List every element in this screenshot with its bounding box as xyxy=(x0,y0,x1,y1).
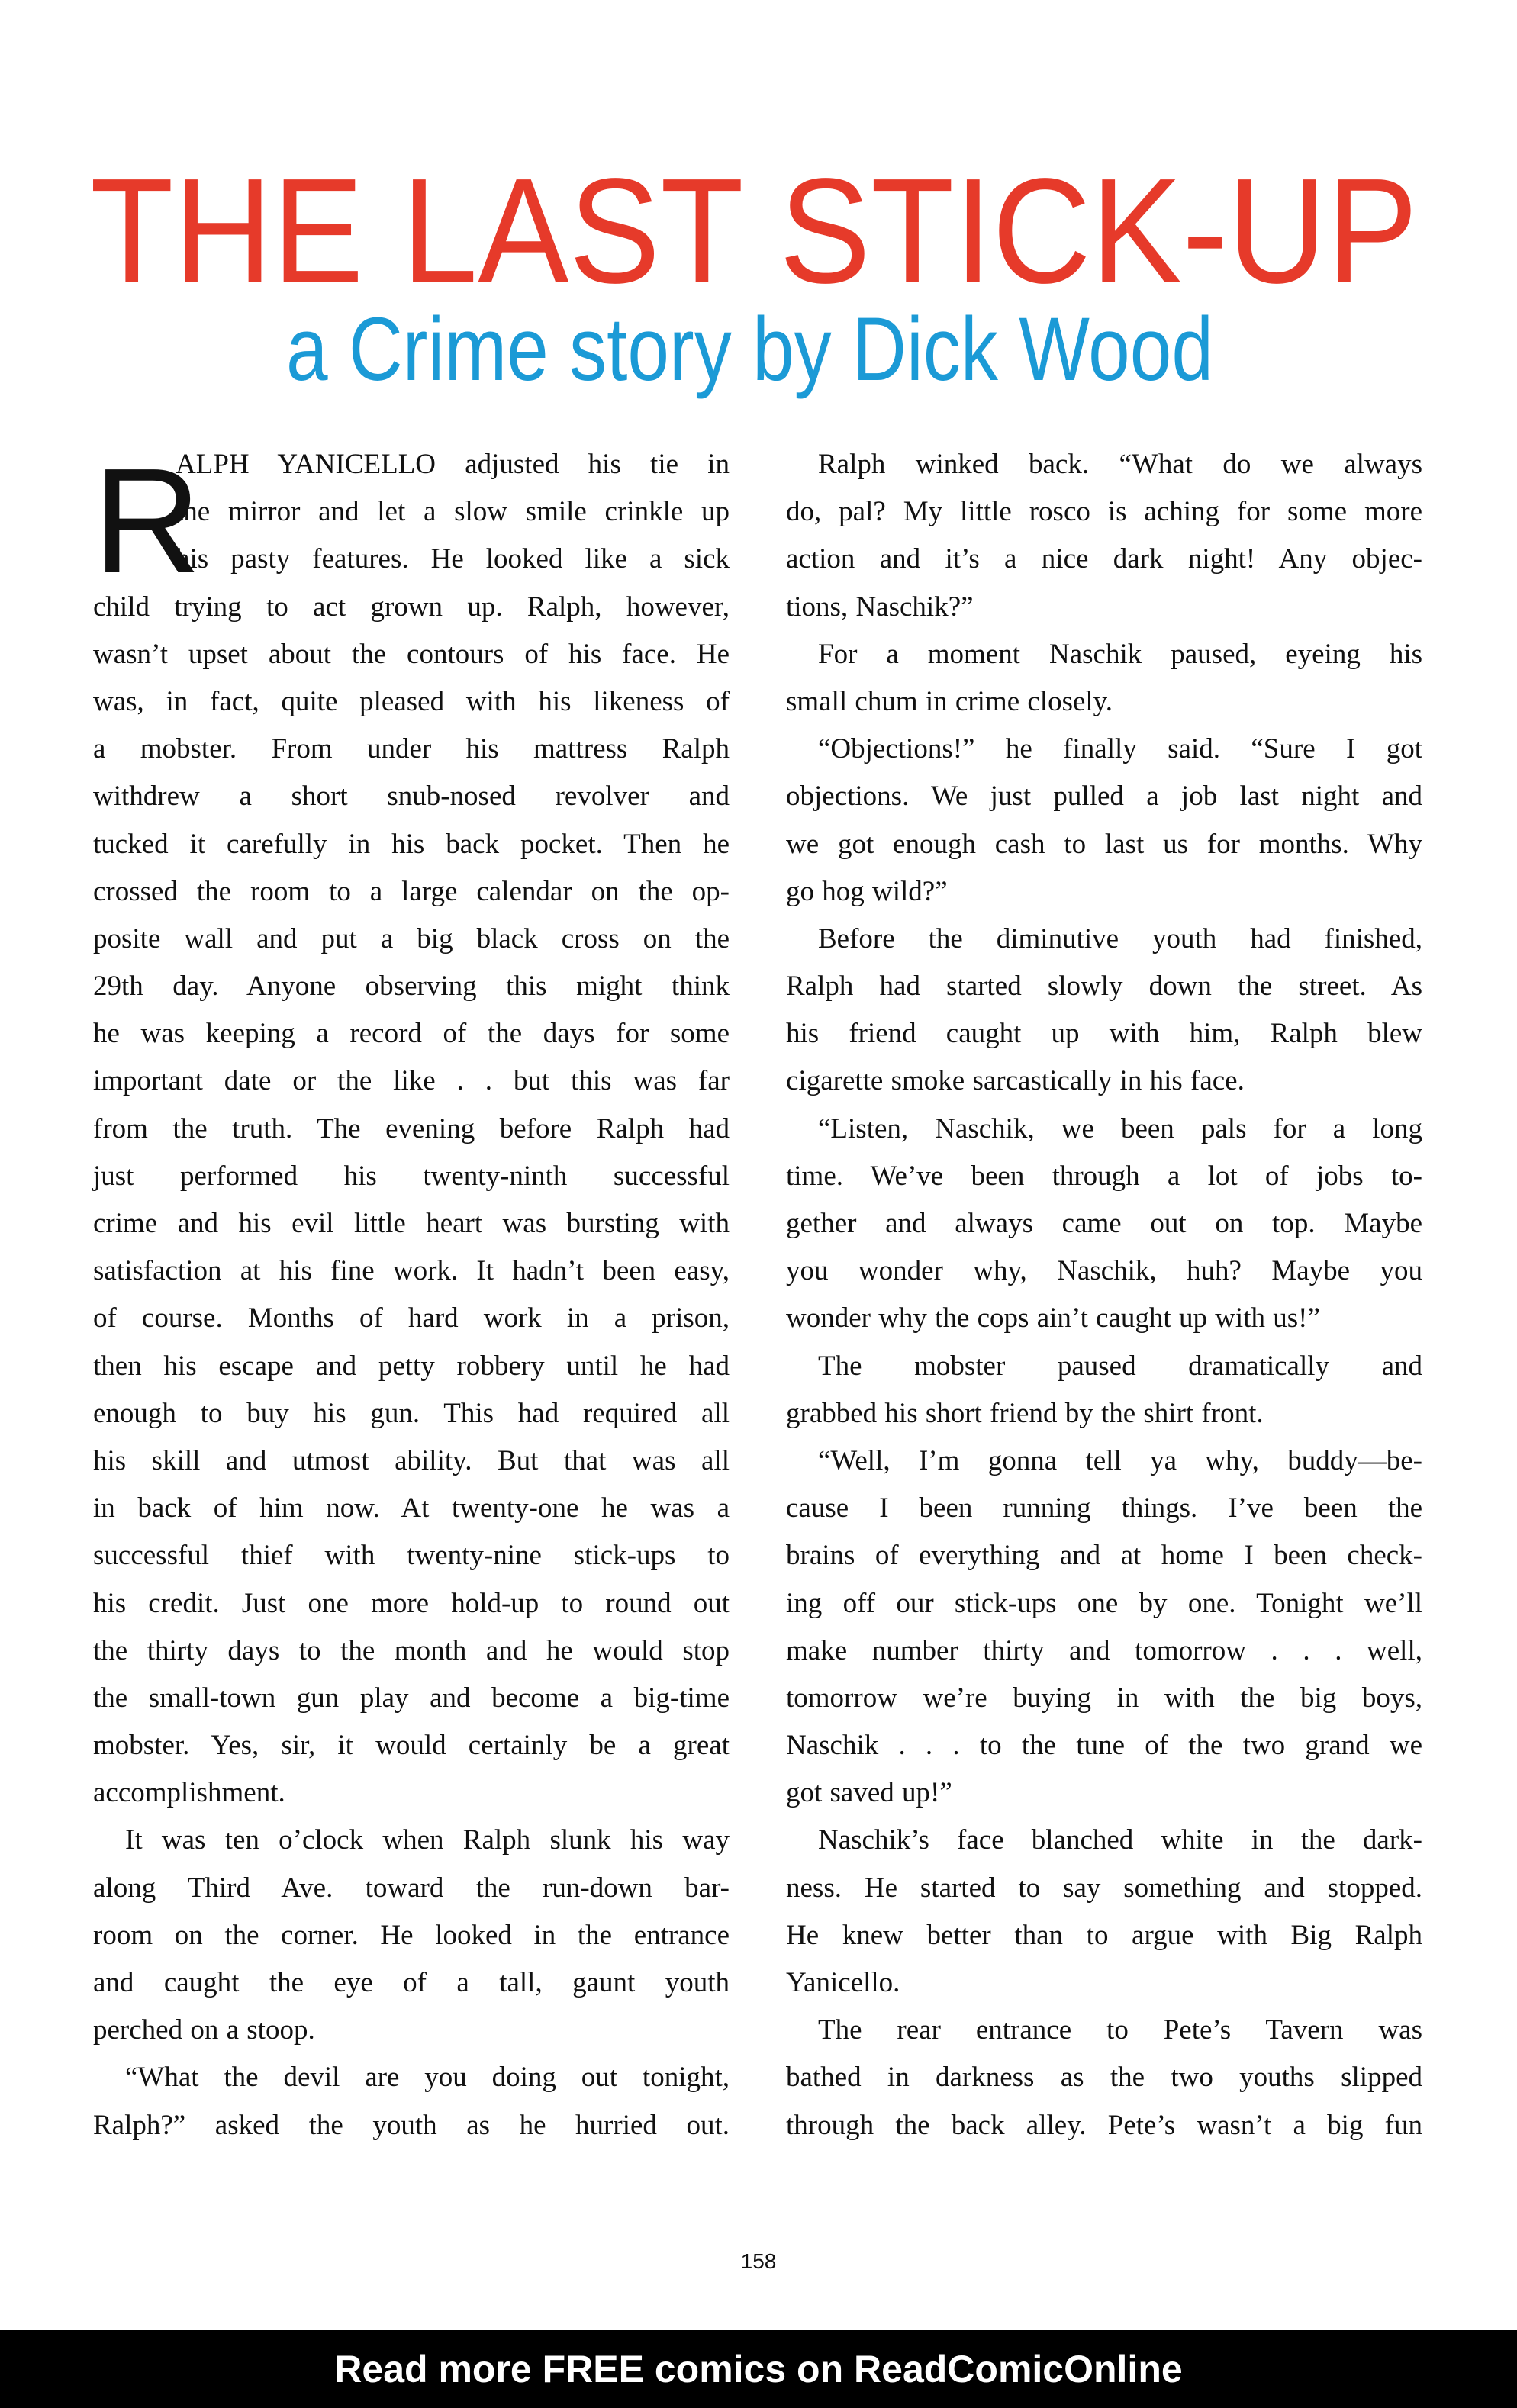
text-line: successful thief with twenty-nine stick-ups to xyxy=(93,1540,730,1572)
text-line: go hog wild?” xyxy=(786,875,948,907)
story-paragraph xyxy=(786,441,1422,631)
story-paragraph xyxy=(786,631,1422,726)
story-paragraph xyxy=(93,1817,730,2054)
story-column-right xyxy=(786,441,1422,2149)
text-line: along Third Ave. toward the run-down bar- xyxy=(93,1872,730,1904)
text-line: grabbed his short friend by the shirt front. xyxy=(786,1397,1264,1429)
text-line: of course. Months of hard work in a prison, xyxy=(93,1302,730,1334)
text-line: the small-town gun play and become a big-time xyxy=(93,1682,730,1714)
text-line: tions, Naschik?” xyxy=(786,591,974,623)
text-line: small chum in crime closely. xyxy=(786,685,1113,717)
text-line: It was ten o’clock when Ralph slunk his way xyxy=(125,1824,730,1856)
text-line: the thirty days to the month and he would stop xyxy=(93,1634,730,1666)
story-paragraph xyxy=(786,2007,1422,2149)
text-line: cigarette smoke sarcastically in his face. xyxy=(786,1065,1245,1097)
story-paragraph xyxy=(786,916,1422,1106)
text-line: accomplishment. xyxy=(93,1777,285,1809)
text-line: and caught the eye of a tall, gaunt youth xyxy=(93,1967,730,1998)
text-line: important date or the like . . but this was far xyxy=(93,1065,730,1097)
story-paragraph xyxy=(93,2054,730,2149)
text-line: withdrew a short snub-nosed revolver and xyxy=(93,781,730,813)
story-paragraph xyxy=(786,726,1422,916)
read-more-link[interactable]: Read more FREE comics on ReadComicOnline xyxy=(334,2348,1183,2390)
text-line: got saved up!” xyxy=(786,1777,952,1809)
text-line: crime and his evil little heart was bursting with xyxy=(93,1208,730,1239)
text-line: “Objections!” he finally said. “Sure I got xyxy=(818,733,1422,765)
text-line: tomorrow we’re buying in with the big boys, xyxy=(786,1682,1422,1714)
text-line: wonder why the cops ain’t caught up with us!” xyxy=(786,1302,1320,1334)
story-paragraph xyxy=(93,437,730,1817)
text-line: ALPH YANICELLO adjusted his tie in xyxy=(176,449,730,480)
text-line: Naschik . . . to the tune of the two grand we xyxy=(786,1730,1422,1762)
page-number: 158 xyxy=(740,2249,777,2273)
text-line: time. We’ve been through a lot of jobs to- xyxy=(786,1160,1422,1192)
text-line: his friend caught up with him, Ralph blew xyxy=(786,1018,1422,1050)
text-line: his pasty features. He looked like a sick xyxy=(176,543,730,575)
text-line: his skill and utmost ability. But that was all xyxy=(93,1444,730,1476)
text-line: The rear entrance to Pete’s Tavern was xyxy=(818,2014,1422,2046)
text-line: posite wall and put a big black cross on the xyxy=(93,922,730,955)
footer-banner xyxy=(0,2330,1517,2408)
text-line: satisfaction at his fine work. It hadn’t been easy, xyxy=(93,1255,730,1287)
text-line: his credit. Just one more hold-up to round out xyxy=(93,1587,730,1619)
text-line: Ralph?” asked the youth as he hurried out. xyxy=(93,2109,730,2141)
text-line: through the back alley. Pete’s wasn’t a big fun xyxy=(786,2109,1422,2141)
text-line: in back of him now. At twenty-one he was a xyxy=(93,1492,730,1524)
text-line: crossed the room to a large calendar on the op- xyxy=(93,875,730,907)
text-line: child trying to act grown up. Ralph, however, xyxy=(93,591,730,623)
text-line: “What the devil are you doing out tonight, xyxy=(125,2062,730,2094)
story-title: THE LAST STICK-UP xyxy=(90,153,1418,314)
text-line: from the truth. The evening before Ralph had xyxy=(93,1112,730,1144)
text-line: The mobster paused dramatically and xyxy=(818,1350,1422,1382)
text-line: mobster. Yes, sir, it would certainly be a great xyxy=(93,1730,730,1762)
text-line: he was keeping a record of the days for some xyxy=(93,1018,730,1050)
text-line: room on the corner. He looked in the entrance xyxy=(93,1919,730,1951)
story-paragraph xyxy=(786,1343,1422,1437)
text-line: Yanicello. xyxy=(786,1967,900,1998)
text-line: tucked it carefully in his back pocket. Then he xyxy=(93,828,730,860)
story-subtitle: a Crime story by Dick Wood xyxy=(286,299,1213,400)
text-line: Before the diminutive youth had finished, xyxy=(818,922,1422,955)
text-line: do, pal? My little rosco is aching for some more xyxy=(786,496,1422,528)
text-line: wasn’t upset about the contours of his face. He xyxy=(93,638,730,670)
text-line: enough to buy his gun. This had required all xyxy=(93,1397,730,1429)
text-line: Ralph winked back. “What do we always xyxy=(818,449,1422,480)
text-line: brains of everything and at home I been check- xyxy=(786,1540,1422,1572)
title-block xyxy=(0,153,1517,412)
text-line: “Listen, Naschik, we been pals for a long xyxy=(818,1112,1422,1144)
text-line: then his escape and petty robbery until he had xyxy=(93,1350,730,1382)
text-line: ing off our stick-ups one by one. Tonight we’ll xyxy=(786,1587,1422,1619)
text-line: Naschik’s face blanched white in the dark- xyxy=(818,1824,1422,1856)
text-line: gether and always came out on top. Maybe xyxy=(786,1208,1422,1239)
text-line: make number thirty and tomorrow . . . well, xyxy=(786,1634,1422,1666)
text-line: a mobster. From under his mattress Ralph xyxy=(93,733,730,765)
text-line: action and it’s a nice dark night! Any objec- xyxy=(786,543,1422,575)
text-line: bathed in darkness as the two youths slipped xyxy=(786,2062,1422,2094)
story-column-left xyxy=(93,437,730,2149)
text-line: For a moment Naschik paused, eyeing his xyxy=(818,638,1422,670)
text-line: perched on a stoop. xyxy=(93,2014,315,2046)
story-paragraph xyxy=(786,1106,1422,1343)
text-line: the mirror and let a slow smile crinkle up xyxy=(176,496,730,528)
text-line: we got enough cash to last us for months. Why xyxy=(786,828,1422,860)
story-paragraph xyxy=(786,1437,1422,1817)
text-line: you wonder why, Naschik, huh? Maybe you xyxy=(786,1255,1422,1287)
drop-cap: R xyxy=(93,437,201,604)
text-line: ness. He started to say something and stopped. xyxy=(786,1872,1422,1904)
text-line: Ralph had started slowly down the street. As xyxy=(786,971,1422,1003)
text-line: 29th day. Anyone observing this might think xyxy=(93,971,730,1003)
text-line: objections. We just pulled a job last night and xyxy=(786,781,1422,813)
text-line: was, in fact, quite pleased with his likeness of xyxy=(93,685,730,717)
text-line: just performed his twenty-ninth successful xyxy=(93,1160,730,1192)
text-line: “Well, I’m gonna tell ya why, buddy—be- xyxy=(818,1444,1422,1476)
text-line: He knew better than to argue with Big Ralph xyxy=(786,1919,1422,1951)
text-line: cause I been running things. I’ve been the xyxy=(786,1492,1422,1524)
story-paragraph xyxy=(786,1817,1422,2007)
